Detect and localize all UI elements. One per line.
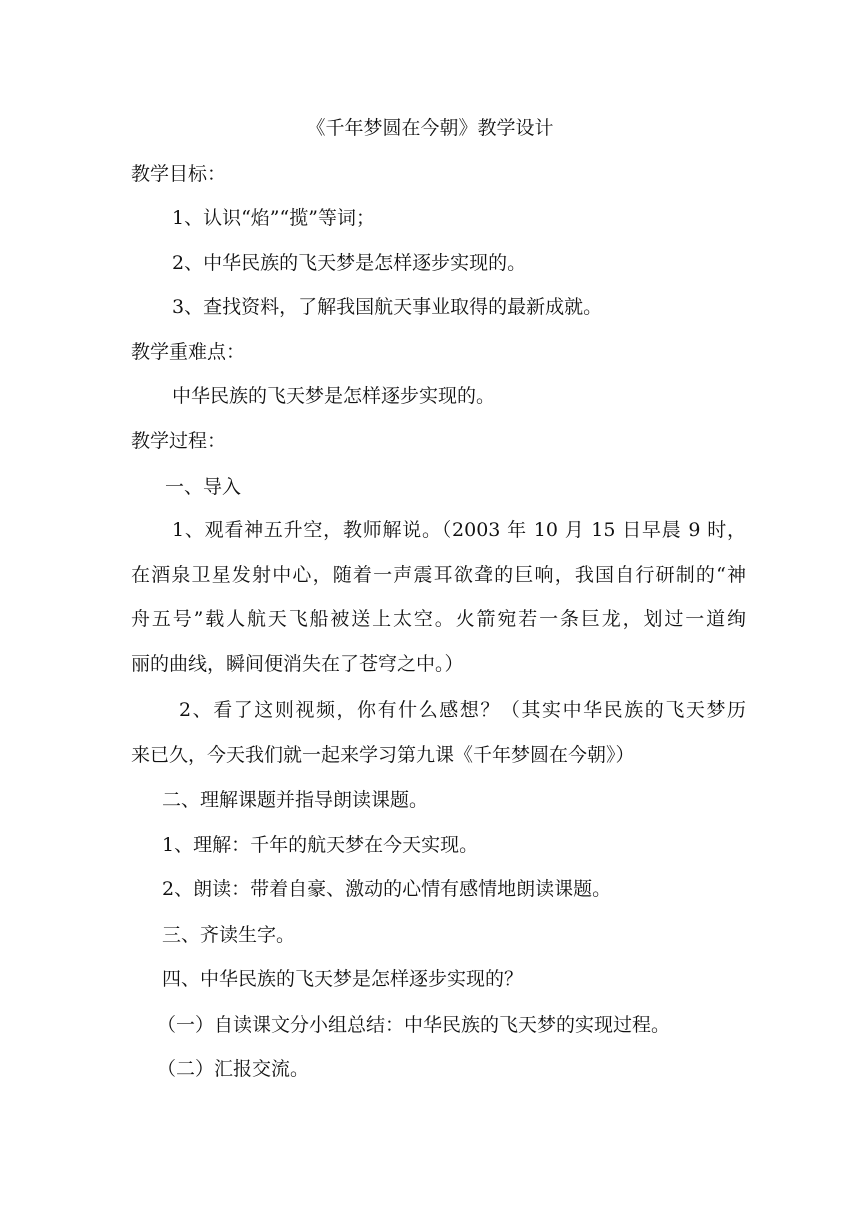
subsection-item: （一）自读课文分小组总结：中华民族的飞天梦的实现过程。 xyxy=(157,1014,671,1036)
section-item: 1、理解：千年的航天梦在今天实现。 xyxy=(162,834,479,856)
paragraph-line: 舟五号”载人航天飞船被送上太空。火箭宛若一条巨龙，划过一道绚 xyxy=(131,608,746,630)
subsection-item: （二）汇报交流。 xyxy=(157,1058,310,1080)
objective-item: 3、查找资料，了解我国航天事业取得的最新成就。 xyxy=(172,296,603,318)
paragraph-line: 1、观看神五升空，教师解说。（2003 年 10 月 15 日早晨 9 时， xyxy=(172,519,746,541)
document-title: 《千年梦圆在今朝》教学设计 xyxy=(306,117,554,139)
objectives-heading: 教学目标： xyxy=(131,163,227,185)
process-heading: 教学过程： xyxy=(131,430,227,452)
section-item: 2、朗读：带着自豪、激动的心情有感情地朗读课题。 xyxy=(162,878,612,900)
section-heading: 三、齐读生字。 xyxy=(162,924,296,946)
paragraph-line: 在酒泉卫星发射中心，随着一声震耳欲聋的巨响，我国自行研制的“神 xyxy=(131,564,746,586)
key-point-text: 中华民族的飞天梦是怎样逐步实现的。 xyxy=(172,385,496,407)
section-heading: 四、中华民族的飞天梦是怎样逐步实现的？ xyxy=(162,968,524,990)
section-heading: 二、理解课题并指导朗读课题。 xyxy=(162,789,429,811)
objective-item: 2、中华民族的飞天梦是怎样逐步实现的。 xyxy=(172,252,527,274)
objective-item: 1、认识“焰”“揽”等词； xyxy=(172,207,375,229)
key-points-heading: 教学重难点： xyxy=(131,341,246,363)
paragraph-line: 丽的曲线，瞬间便消失在了苍穹之中。） xyxy=(131,653,464,675)
paragraph-line: 2、看了这则视频，你有什么感想？（其实中华民族的飞天梦历 xyxy=(179,699,746,721)
paragraph-line: 来已久，今天我们就一起来学习第九课《千年梦圆在今朝》） xyxy=(131,744,635,766)
section-heading: 一、导入 xyxy=(165,476,242,498)
